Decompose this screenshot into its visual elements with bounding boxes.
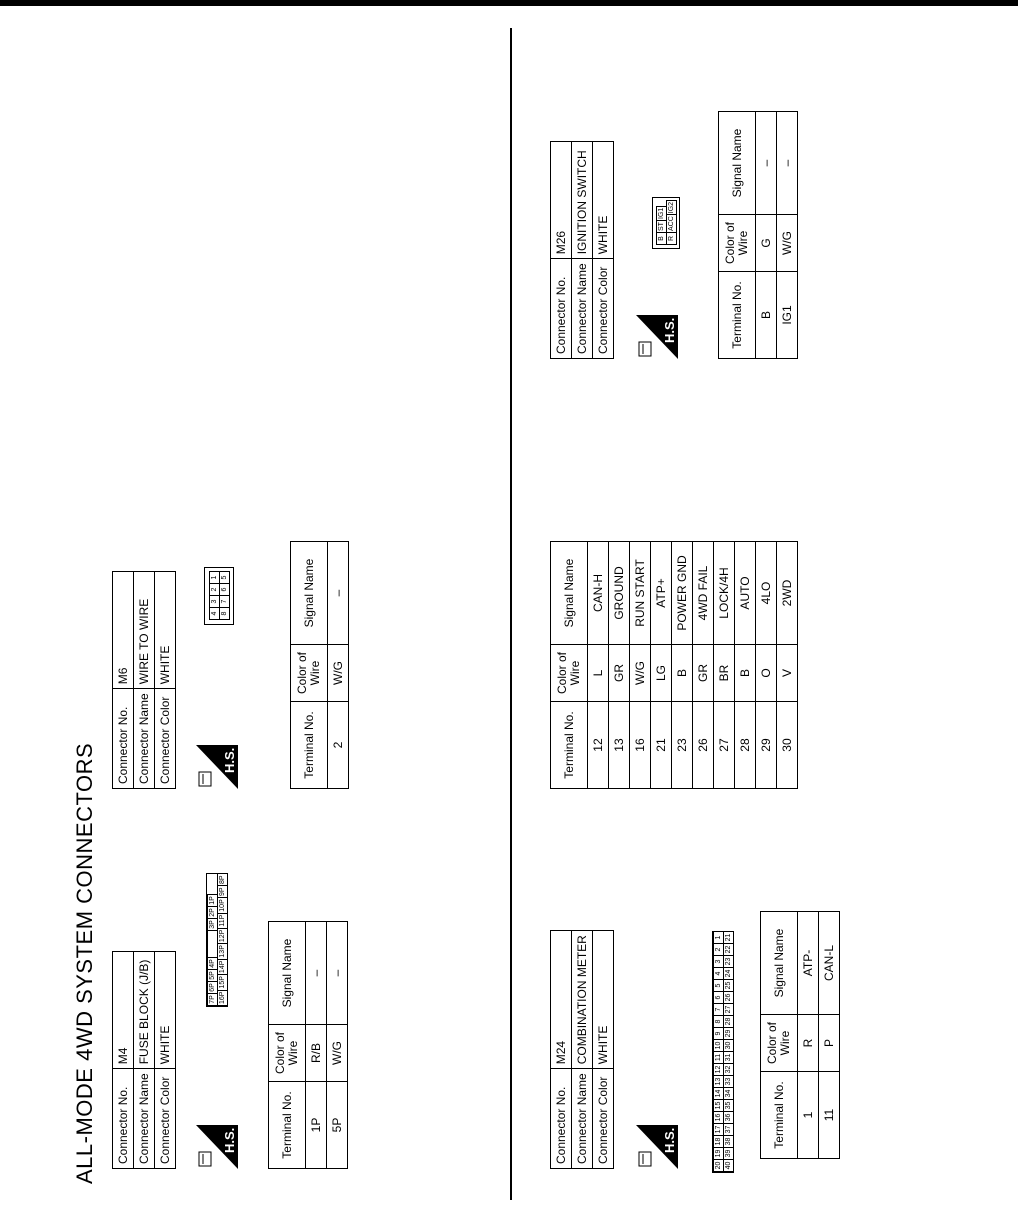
pin-cell: 1 — [209, 571, 220, 584]
pin-cell: 1 — [713, 931, 724, 944]
pin-cell: 17 — [713, 1123, 724, 1136]
connector-m24-face — [712, 931, 734, 1173]
connector-m4-terminal-table — [268, 921, 348, 1169]
pin-cell: 11P — [219, 914, 226, 927]
pin-cell: 9P — [217, 885, 228, 898]
pin-cell: 11 — [713, 1051, 724, 1064]
connector-m6-info: Connector No. M6 Connector Name WIRE TO WIRE Connector Color WHITE — [112, 571, 176, 789]
hs-icon — [196, 745, 238, 789]
table-row: 21 LG ATP+ — [651, 542, 672, 789]
pin-cell: 33 — [723, 1075, 734, 1088]
connector-no: M4 — [113, 952, 134, 1069]
hs-icon — [196, 1125, 238, 1169]
pin-cell: 35 — [723, 1099, 734, 1112]
pin-cell: 14 — [713, 1087, 724, 1100]
table-row: 5P W/G – — [327, 922, 348, 1169]
pin-cell: 2 — [713, 943, 724, 956]
pin-cell: 8P — [217, 873, 228, 886]
pin-cell: 26 — [723, 991, 734, 1004]
table-row: B G – — [756, 112, 777, 359]
pin-cell: 10P — [219, 899, 226, 912]
pin-cell: 7P — [207, 993, 218, 1006]
pin-row — [656, 201, 666, 245]
pin-cell: 14P — [219, 960, 226, 974]
connector-m6-face — [204, 567, 234, 625]
pin-cell: 37 — [723, 1123, 734, 1136]
pin-cell: 8 — [713, 1015, 724, 1028]
connector-name: FUSE BLOCK (J/B) — [134, 952, 155, 1069]
table-row: 1 R ATP- — [798, 912, 819, 1159]
hs-icon — [636, 315, 678, 359]
pin-cell: 36 — [723, 1111, 734, 1124]
label-connector-color: Connector Color — [155, 1069, 176, 1169]
pin-cell: 27 — [723, 1003, 734, 1016]
table-row: 29 O 4LO — [756, 542, 777, 789]
table-row: 13 GR GROUND — [609, 542, 630, 789]
pin-cell: 21 — [723, 931, 734, 944]
label-connector-name: Connector Name — [134, 1069, 155, 1169]
pin-row — [713, 932, 723, 1172]
pin-cell: 31 — [723, 1051, 734, 1064]
pin-cell: 12 — [713, 1063, 724, 1076]
pin-cell: 7 — [219, 595, 230, 608]
pin-cell: 4 — [209, 607, 220, 620]
pin-cell: 16P — [219, 991, 226, 1004]
connector-m6-terminal-table: Terminal No. Color of Wire Signal Name 2 W/G – — [290, 541, 349, 789]
pin-cell: 4P — [207, 957, 218, 970]
pin-cell: 30 — [723, 1039, 734, 1052]
connector-color: WHITE — [155, 952, 176, 1069]
page-title: ALL-MODE 4WD SYSTEM CONNECTORS — [72, 742, 97, 1184]
svg-text:H.S.: H.S. — [222, 1127, 237, 1153]
pin-cell: 32 — [723, 1063, 734, 1076]
pin-row — [219, 572, 229, 620]
label-connector-no: Connector No. — [113, 1069, 134, 1169]
header-signal-name: Signal Name — [269, 922, 306, 1025]
pin-cell: 15P — [219, 976, 226, 989]
svg-text:H.S.: H.S. — [662, 317, 677, 343]
pin-cell: 13 — [713, 1075, 724, 1088]
table-row: 2 W/G – — [328, 542, 349, 789]
table-row: 12 L CAN-H — [588, 542, 609, 789]
pin-cell: 12P — [219, 929, 226, 943]
pin-cell: 39 — [723, 1147, 734, 1160]
connector-m24-terminal-table-b: Terminal No. Color of Wire Signal Name 12 L CAN-H 13 GR GROUND 16 W/G RUN START 21 LG ATP+ 23 B POWER GND 26 GR 4WD FAIL 27 BR LOCK/4H 28 B AUTO 29 O 4LO 30 V 2WD — [550, 541, 798, 789]
hs-icon — [636, 1125, 678, 1169]
pin-cell: 19 — [713, 1147, 724, 1160]
pin-cell: 2P — [207, 906, 218, 919]
pin-cell: 5 — [219, 571, 230, 584]
table-row: 16 W/G RUN START — [630, 542, 651, 789]
connector-m26-terminal-table: Terminal No. Color of Wire Signal Name B G – IG1 W/G – — [718, 111, 798, 359]
pin-cell: ST — [656, 220, 667, 233]
svg-text:H.S.: H.S. — [662, 1127, 677, 1153]
pin-cell: 15 — [713, 1099, 724, 1112]
pin-cell: R — [666, 232, 677, 245]
pin-cell: ACC — [668, 216, 675, 231]
pin-cell: 4 — [713, 967, 724, 980]
table-row: 1P R/B – — [306, 922, 327, 1169]
pin-cell: 8 — [219, 607, 230, 620]
svg-text:H.S.: H.S. — [222, 747, 237, 773]
table-row: 27 BR LOCK/4H — [714, 542, 735, 789]
connector-m4-face — [206, 873, 228, 1007]
pin-cell: 29 — [723, 1027, 734, 1040]
pin-row — [209, 572, 219, 620]
pin-cell: 5 — [713, 979, 724, 992]
table-row: 30 V 2WD — [777, 542, 798, 789]
pin-cell: 3 — [713, 955, 724, 968]
pin-cell: 20 — [713, 1159, 724, 1172]
table-row: 11 P CAN-L — [819, 912, 840, 1159]
connector-m26-face — [652, 197, 680, 249]
pin-cell: 25 — [723, 979, 734, 992]
pin-cell: 6 — [713, 991, 724, 1004]
pin-cell: 3P — [207, 918, 218, 931]
table-row: 26 GR 4WD FAIL — [693, 542, 714, 789]
pin-cell: 2 — [209, 583, 220, 596]
connector-m26-info: Connector No. M26 Connector Name IGNITION SWITCH Connector Color WHITE — [550, 141, 614, 359]
pin-cell: 28 — [723, 1015, 734, 1028]
header-terminal-no: Terminal No. — [269, 1082, 306, 1169]
pin-row — [723, 932, 733, 1172]
pin-cell: 40 — [723, 1159, 734, 1172]
connector-m4-info — [112, 951, 176, 1169]
table-row: 23 B POWER GND — [672, 542, 693, 789]
table-row: 28 B AUTO — [735, 542, 756, 789]
table-row: IG1 W/G – — [777, 112, 798, 359]
pin-cell: 38 — [723, 1135, 734, 1148]
pin-row — [666, 201, 676, 245]
pin-cell: IG2 — [668, 201, 675, 214]
pin-cell: 24 — [723, 967, 734, 980]
pin-row — [217, 874, 227, 1006]
pin-cell: 5P — [207, 969, 218, 982]
pin-cell: 23 — [723, 955, 734, 968]
pin-cell: 16 — [713, 1111, 724, 1124]
pin-cell: 6P — [207, 981, 218, 994]
pin-cell: IG1 — [658, 207, 665, 219]
pin-cell: 7 — [713, 1003, 724, 1016]
pin-cell: 13P — [219, 945, 226, 958]
pin-cell: 9 — [713, 1027, 724, 1040]
connector-m24-terminal-table-a: Terminal No. Color of Wire Signal Name 1 R ATP- 11 P CAN-L — [760, 911, 840, 1159]
pin-row — [207, 874, 217, 1006]
pin-cell: 18 — [713, 1135, 724, 1148]
pin-cell: 3 — [209, 595, 220, 608]
pin-cell: 10 — [713, 1039, 724, 1052]
pin-cell: 34 — [723, 1087, 734, 1100]
pin-cell: 6 — [219, 583, 230, 596]
connector-m24-info: Connector No. M24 Connector Name COMBINATION METER Connector Color WHITE — [550, 930, 614, 1169]
header-color-of-wire: Color of Wire — [269, 1025, 306, 1082]
pin-cell: B — [656, 232, 667, 245]
pin-cell: 1P — [207, 894, 218, 907]
pin-cell: 22 — [723, 943, 734, 956]
